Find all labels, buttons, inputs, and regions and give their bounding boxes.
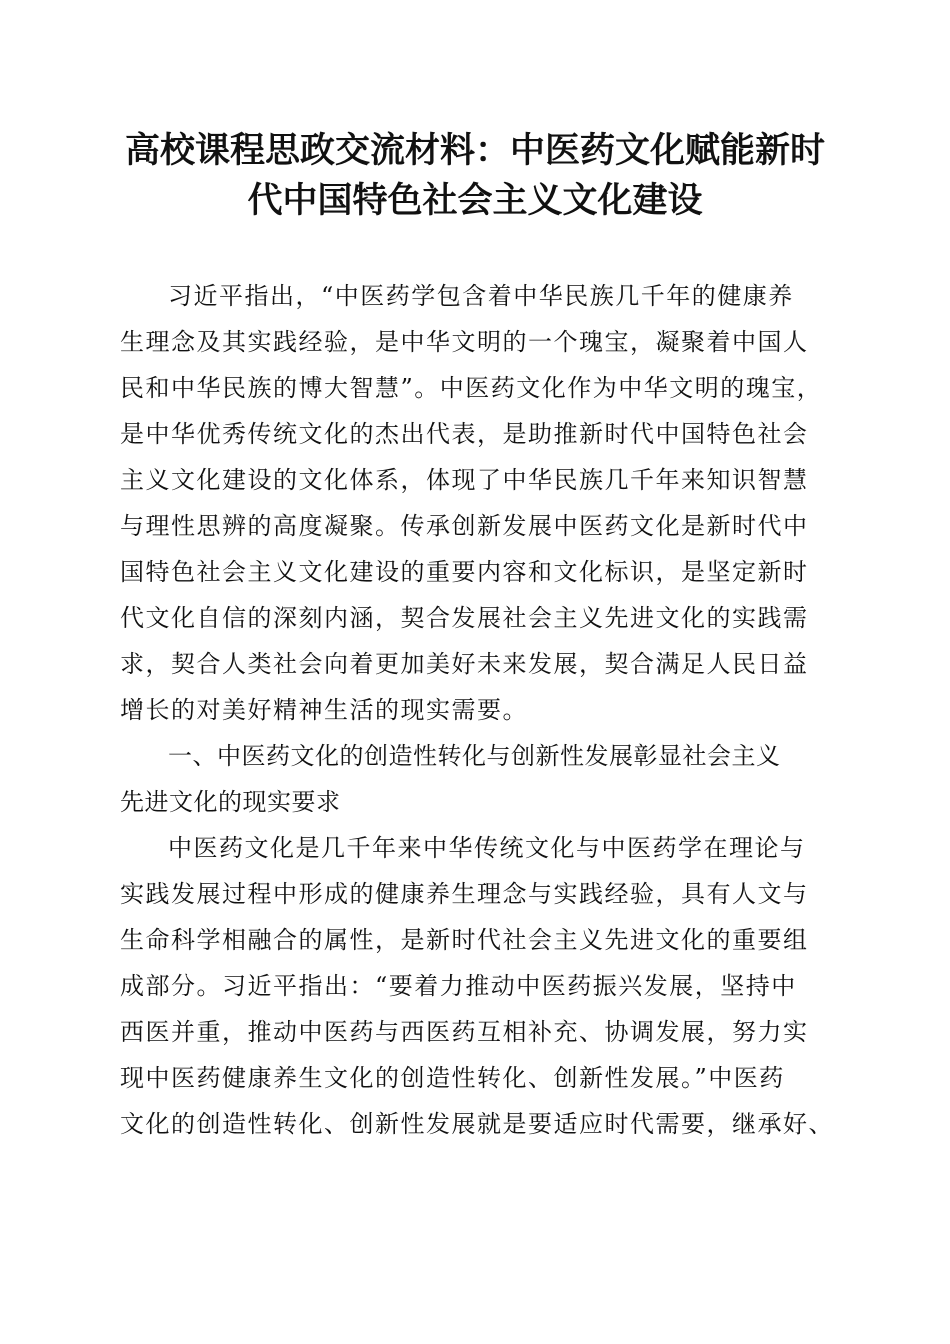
paragraph-2-line: 文化的创造性转化、创新性发展就是要适应时代需要，继承好、 <box>120 1110 834 1138</box>
paragraph-2-line: 生命科学相融合的属性，是新时代社会主义先进文化的重要组 <box>120 926 809 954</box>
section-1-heading-line: 一、中医药文化的创造性转化与创新性发展彰显社会主义 <box>168 742 781 770</box>
title-line: 代中国特色社会主义文化建设 <box>247 180 703 221</box>
paragraph-2-line: 中医药文化是几千年来中华传统文化与中医药学在理论与 <box>168 834 806 862</box>
paragraph-2-line: 成部分。习近平指出：“要着力推动中医药振兴发展，坚持中 <box>120 972 797 1000</box>
paragraph-1-line: 求，契合人类社会向着更加美好未来发展，契合满足人民日益 <box>120 650 809 678</box>
paragraph-2-line: 实践发展过程中形成的健康养生理念与实践经验，具有人文与 <box>120 880 809 908</box>
document-title <box>60 126 890 226</box>
paragraph-1-line: 代文化自信的深刻内涵，契合发展社会主义先进文化的实践需 <box>120 604 809 632</box>
paragraph-1-line: 民和中华民族的博大智慧”。中医药文化作为中华文明的瑰宝， <box>120 374 823 402</box>
title-line: 高校课程思政交流材料：中医药文化赋能新时 <box>124 130 825 171</box>
paragraph-1-line: 增长的对美好精神生活的现实需要。 <box>120 696 528 724</box>
paragraph-1-line: 是中华优秀传统文化的杰出代表，是助推新时代中国特色社会 <box>120 420 809 448</box>
paragraph-1-line: 国特色社会主义文化建设的重要内容和文化标识，是坚定新时 <box>120 558 809 586</box>
paragraph-1-line: 生理念及其实践经验，是中华文明的一个瑰宝，凝聚着中国人 <box>120 328 809 356</box>
paragraph-2-line: 现中医药健康养生文化的创造性转化、创新性发展。”中医药 <box>120 1064 785 1092</box>
paragraph-1-line: 习近平指出，“中医药学包含着中华民族几千年的健康养 <box>168 282 794 310</box>
section-1-heading-line: 先进文化的现实要求 <box>120 788 341 816</box>
paragraph-1-line: 与理性思辨的高度凝聚。传承创新发展中医药文化是新时代中 <box>120 512 809 540</box>
paragraph-1-line: 主义文化建设的文化体系，体现了中华民族几千年来知识智慧 <box>120 466 809 494</box>
paragraph-2-line: 西医并重，推动中医药与西医药互相补充、协调发展，努力实 <box>120 1018 809 1046</box>
